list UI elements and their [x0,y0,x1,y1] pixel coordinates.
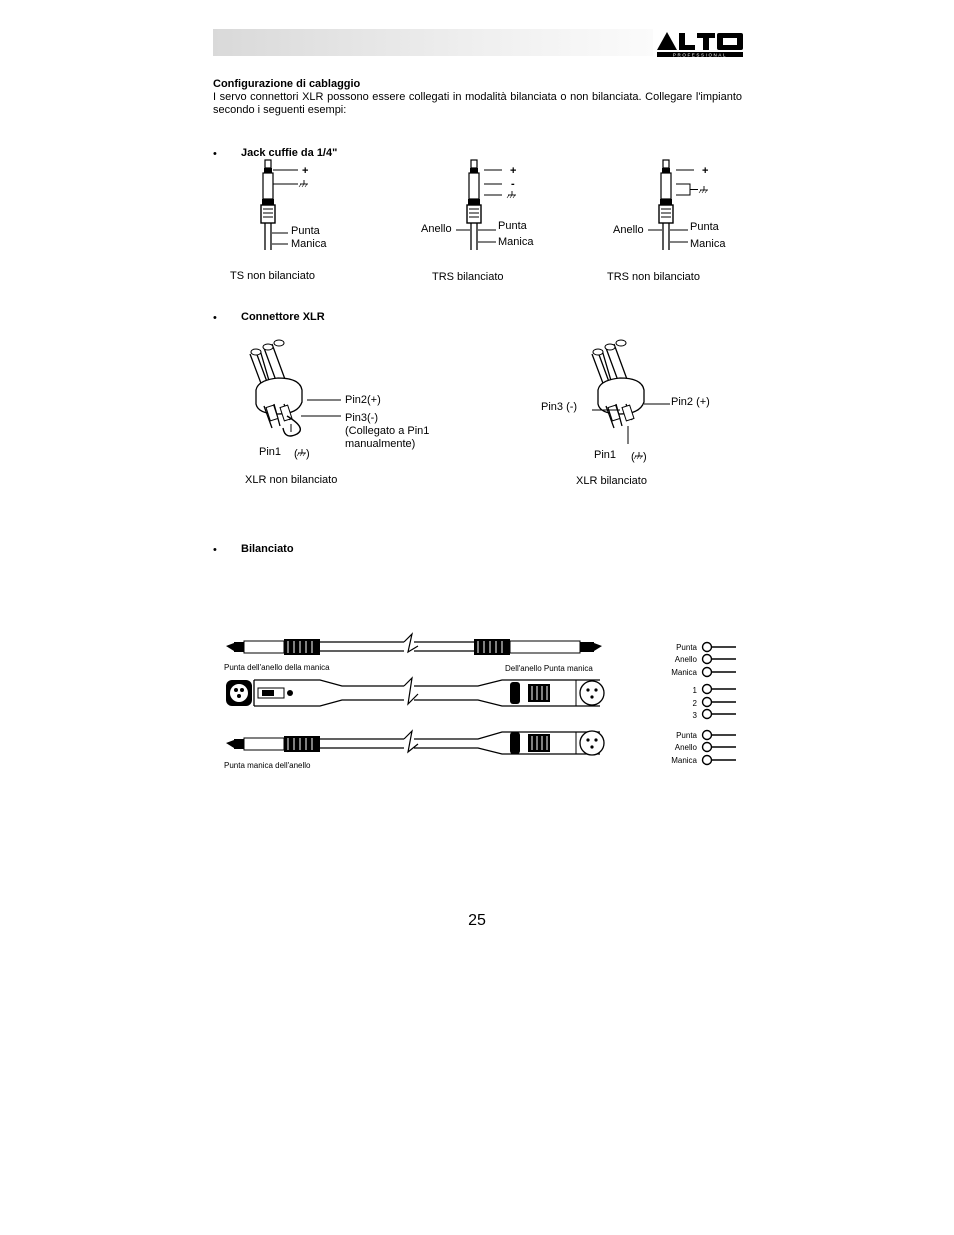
svg-text:+: + [702,165,709,177]
xlr-bal-caption: XLR bilanciato [576,475,647,487]
svg-text:): ) [306,448,310,460]
svg-text:PROFESSIONAL: PROFESSIONAL [672,52,728,58]
legend3-tip: Punta [676,731,697,740]
svg-text:(: ( [294,448,298,460]
legend2-pin2: 2 [692,699,697,708]
header-bar [213,29,653,56]
page-number: 25 [468,912,486,929]
svg-text:+: + [510,165,517,177]
trs-unbalanced-caption: TRS non bilanciato [607,271,700,283]
legend1-tip: Punta [676,643,697,652]
alto-logo [655,30,745,58]
xlr-unbal-pin3-label: Pin3(-) [345,412,379,424]
xlr-bal-pin3-label: Pin3 (-) [541,401,578,413]
legend3-ring: Anello [674,743,697,752]
xlr-balanced-diagram [580,336,710,446]
xlr-unbal-caption: XLR non bilanciato [245,474,338,486]
xlr-heading: Connettore XLR [241,311,325,323]
balanced-cables-diagram [222,632,622,772]
xlr-bal-pin1-label: Pin1 [594,449,617,461]
alto-logo-icon [655,30,745,58]
ts-jack-diagram [230,158,350,263]
trs-unbalanced-tip-label: Punta [690,221,719,233]
trs-balanced-caption: TRS bilanciato [432,271,504,283]
trs-balanced-tip-label: Punta [498,220,527,232]
svg-text:+: + [302,165,309,177]
legend2-pin3: 3 [692,711,697,720]
xlr-unbal-note-line2: manualmente) [345,438,416,450]
jack-heading: Jack cuffie da 1/4" [241,147,338,159]
legend1-ring: Anello [674,655,697,664]
section-text: I servo connettori XLR possono essere collegati in modalità bilanciata o non bilanciata. Collegare l'impianto secondo i seguenti esempi: [213,91,742,116]
legend1-sleeve: Manica [671,668,697,677]
trs-unbalanced-sleeve-label: Manica [690,238,726,250]
bullet: • [213,312,217,324]
legend3-sleeve: Manica [671,756,697,765]
xlr-unbal-note-line1: (Collegato a Pin1 [345,425,430,437]
ts-tip-label: Punta [291,225,320,237]
bullet: • [213,544,217,556]
xlr-unbalanced-diagram [245,336,355,446]
bullet: • [213,148,217,160]
cable1-left-label: Punta dell'anello della manica [224,663,330,672]
section-title: Configurazione di cablaggio [213,78,361,90]
ground-icon [294,447,310,459]
cable-jack-to-jack [226,634,602,655]
trs-balanced-ring-label: Anello [421,223,452,235]
legend-wire-terminals [700,640,740,770]
svg-text:(: ( [631,451,635,463]
xlr-bal-pin2-label: Pin2 (+) [671,396,710,408]
legend2-pin1: 1 [692,686,697,695]
cable3-left-label: Punta manica dell'anello [224,761,311,770]
ground-icon [631,450,647,462]
cable-xlr-to-xlr [226,678,604,706]
svg-text:-: - [511,178,515,190]
cable-jack-to-xlr [226,731,604,755]
ts-caption: TS non bilanciato [230,270,315,282]
xlr-unbal-pin1-label: Pin1 [259,446,282,458]
svg-text:): ) [643,451,647,463]
xlr-unbal-pin2-label: Pin2(+) [345,394,381,406]
cable1-right-label: Dell'anello Punta manica [505,664,593,673]
trs-balanced-sleeve-label: Manica [498,236,534,248]
balanced-heading: Bilanciato [241,543,294,555]
trs-unbalanced-ring-label: Anello [613,224,644,236]
ts-sleeve-label: Manica [291,238,327,250]
